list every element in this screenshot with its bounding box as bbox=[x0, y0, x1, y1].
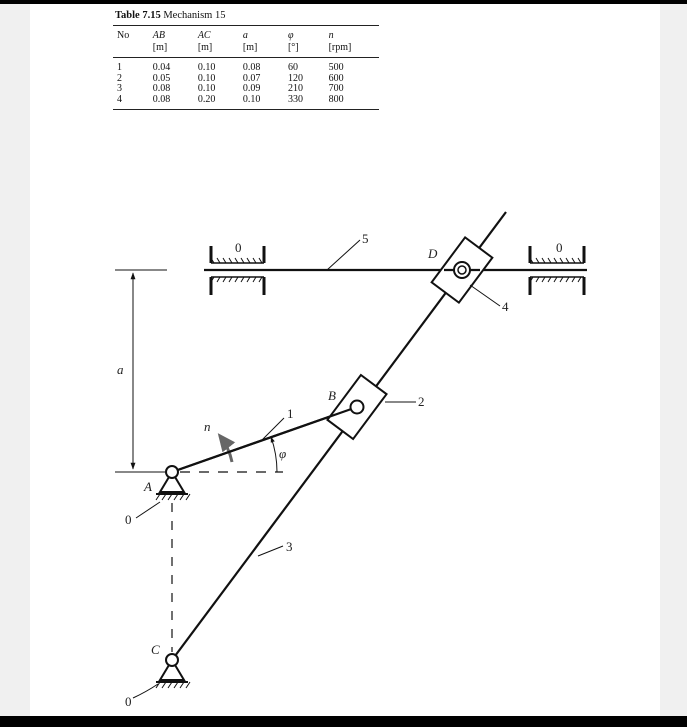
table-caption-label: Table 7.15 bbox=[115, 10, 161, 21]
unit-ab: [m] bbox=[149, 42, 194, 58]
table-caption-title: Mechanism 15 bbox=[163, 10, 226, 21]
angle-arc bbox=[271, 437, 277, 472]
angle-label: φ bbox=[279, 446, 287, 461]
cell: 0.08 bbox=[149, 95, 194, 110]
cell: 0.09 bbox=[242, 83, 261, 94]
header-no: No bbox=[113, 26, 149, 43]
header-ab: AB bbox=[149, 26, 194, 43]
unit-phi: [°] bbox=[284, 42, 325, 58]
cell: 2 bbox=[117, 72, 122, 84]
cell: 60 bbox=[287, 62, 298, 73]
link-label-2: 2 bbox=[418, 394, 425, 409]
dimension-a bbox=[115, 270, 167, 472]
joint-c bbox=[166, 654, 178, 666]
cell: 0.10 bbox=[197, 83, 216, 94]
ground-label: 0 bbox=[556, 240, 563, 255]
joint-label-d: D bbox=[428, 246, 438, 261]
link-label-1: 1 bbox=[287, 406, 294, 421]
cell: 0.08 bbox=[242, 62, 261, 73]
cell: 0.04 bbox=[152, 62, 171, 73]
link-label-5: 5 bbox=[362, 231, 369, 246]
cell: 0.10 bbox=[197, 62, 216, 73]
unit-n: [rpm] bbox=[325, 42, 379, 58]
link-label-4: 4 bbox=[502, 299, 509, 314]
joint-label-b: B bbox=[328, 388, 336, 403]
leader-3 bbox=[258, 546, 283, 556]
cell: 210 bbox=[287, 83, 303, 94]
cell: 500 bbox=[328, 62, 344, 73]
ground-label: 0 bbox=[125, 512, 132, 527]
cell: 330 bbox=[284, 95, 325, 110]
leader-lines bbox=[133, 240, 500, 698]
guide-right bbox=[530, 240, 584, 295]
cell: 0.10 bbox=[239, 95, 284, 110]
joint-a bbox=[166, 466, 178, 478]
joint-b bbox=[351, 401, 364, 414]
cell: 700 bbox=[328, 83, 344, 94]
ground-label: 0 bbox=[235, 240, 242, 255]
leader-5 bbox=[327, 240, 360, 270]
leader-ground-c bbox=[133, 684, 158, 698]
cell: 4 bbox=[113, 95, 149, 110]
ground-support-a bbox=[156, 466, 190, 500]
cell: 800 bbox=[325, 95, 379, 110]
cell: 1 bbox=[117, 62, 122, 73]
ground-label: 0 bbox=[125, 694, 132, 709]
cell: 0.10 bbox=[197, 72, 216, 84]
unit-ac: [m] bbox=[194, 42, 239, 58]
cell: 600 bbox=[328, 72, 344, 84]
joint-label-a: A bbox=[144, 479, 152, 494]
joint-label-c: C bbox=[151, 642, 160, 657]
speed-label: n bbox=[204, 419, 211, 434]
header-phi: φ bbox=[284, 26, 325, 43]
cell: 0.08 bbox=[152, 83, 171, 94]
leader-ground-a bbox=[136, 502, 160, 518]
link-label-3: 3 bbox=[286, 539, 293, 554]
leader-4 bbox=[470, 285, 500, 306]
unit-a: [m] bbox=[239, 42, 284, 58]
cell: 0.20 bbox=[194, 95, 239, 110]
dimension-label: a bbox=[117, 362, 124, 377]
ground-support-c bbox=[156, 654, 190, 688]
rotation-arrow bbox=[220, 436, 232, 462]
guide-left bbox=[211, 240, 264, 295]
cell: 0.05 bbox=[152, 72, 171, 84]
header-ac: AC bbox=[194, 26, 239, 43]
header-a: a bbox=[239, 26, 284, 43]
cell: 0.07 bbox=[242, 72, 261, 84]
header-n: n bbox=[325, 26, 379, 43]
cell: 3 bbox=[117, 83, 122, 94]
cell: 120 bbox=[287, 72, 303, 84]
